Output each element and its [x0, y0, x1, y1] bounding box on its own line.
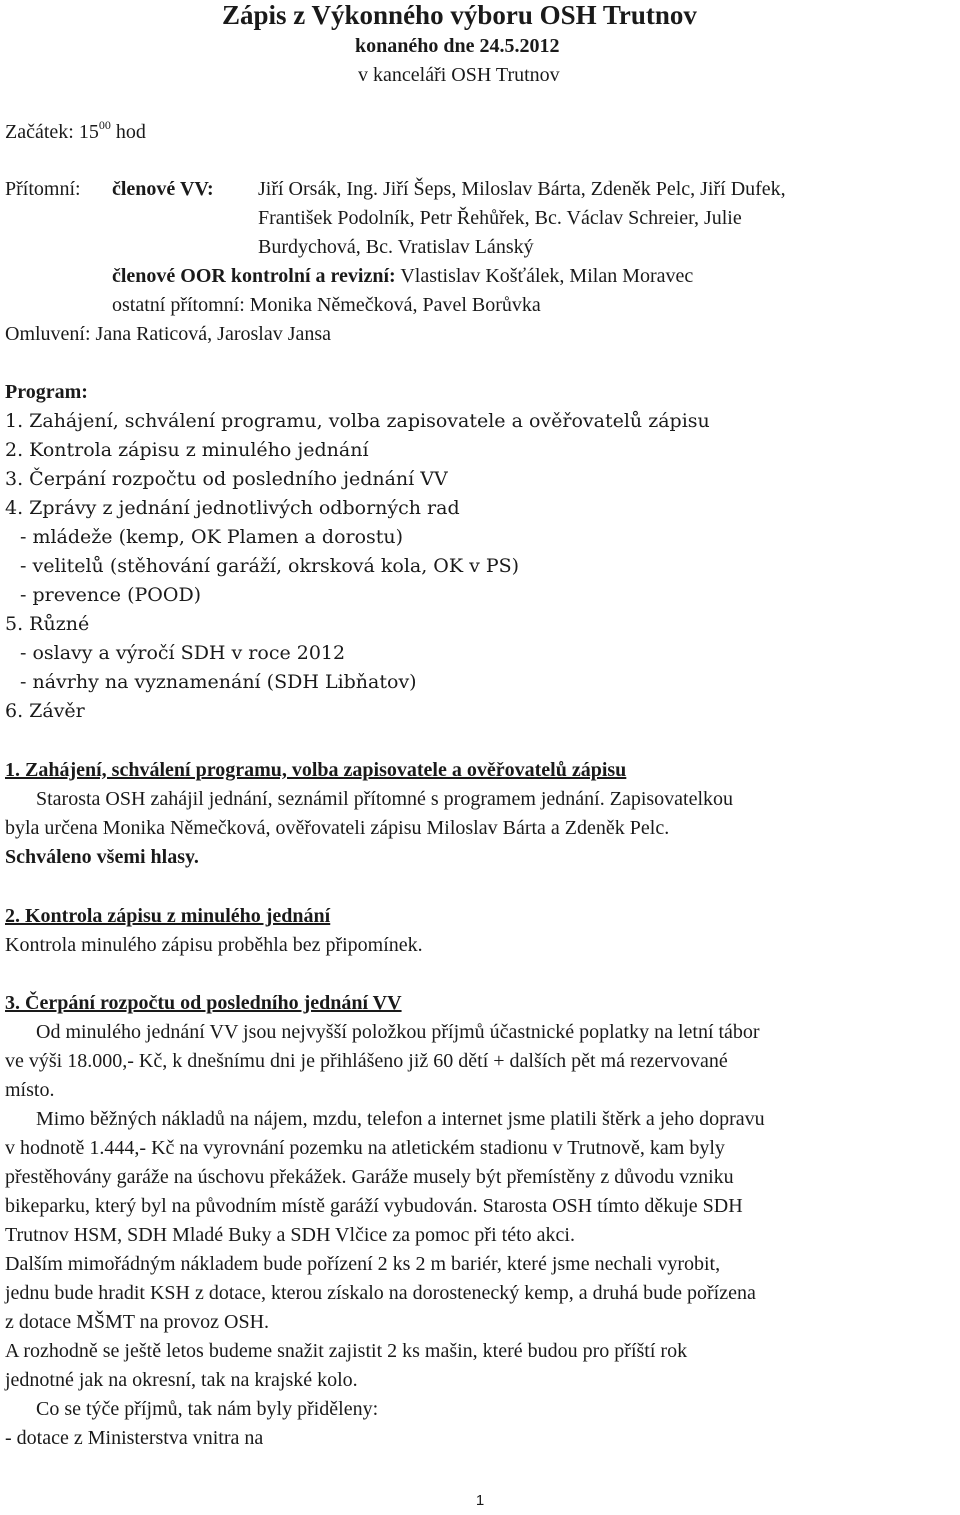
program-item: 4. Zprávy z jednání jednotlivých odborných rad [5, 497, 460, 519]
program-item: 5. Různé [5, 613, 90, 635]
paragraph-line: Mimo běžných nákladů na nájem, mzdu, telefon a internet jsme platili štěrk a jeho dopravu [36, 1108, 765, 1130]
paragraph-line: bikeparku, který byl na původním místě garáží vybudován. Starosta OSH tímto děkuje SDH [5, 1195, 743, 1217]
section-heading: 2. Kontrola zápisu z minulého jednání [5, 905, 331, 927]
members-line: Burdychová, Bc. Vratislav Lánský [258, 236, 534, 258]
page-number: 1 [475, 1492, 485, 1509]
present-label: Přítomní: [5, 178, 81, 200]
approval-note: Schváleno všemi hlasy. [5, 846, 199, 868]
program-subitem: - prevence (POOD) [20, 584, 202, 606]
paragraph-line: Co se týče příjmů, tak nám byly přiděleny: [36, 1398, 379, 1420]
paragraph-line: místo. [5, 1079, 55, 1101]
meeting-date: konaného dne 24.5.2012 [355, 35, 560, 57]
document-title: Zápis z Výkonného výboru OSH Trutnov [222, 0, 697, 30]
members-line: Jiří Orsák, Ing. Jiří Šeps, Miloslav Bárta, Zdeněk Pelc, Jiří Dufek, [258, 178, 786, 200]
program-item: 3. Čerpání rozpočtu od posledního jednání VV [5, 468, 448, 490]
paragraph-line: byla určena Monika Němečková, ověřovateli zápisu Miloslav Bárta a Zdeněk Pelc. [5, 817, 670, 839]
members-line: František Podolník, Petr Řehůřek, Bc. Václav Schreier, Julie [258, 207, 742, 229]
paragraph-line: jednotné jak na okresní, tak na krajské kolo. [5, 1369, 358, 1391]
paragraph-line: z dotace MŠMT na provoz OSH. [5, 1311, 270, 1333]
program-subitem: - návrhy na vyznamenání (SDH Libňatov) [20, 671, 417, 693]
program-item: 2. Kontrola zápisu z minulého jednání [5, 439, 369, 461]
program-subitem: - oslavy a výročí SDH v roce 2012 [20, 642, 346, 664]
paragraph-line: jednu bude hradit KSH z dotace, kterou získalo na dorostenecký kemp, a druhá bude pořízena [5, 1282, 756, 1304]
paragraph-line: Starosta OSH zahájil jednání, seznámil přítomné s programem jednání. Zapisovatelkou [36, 788, 734, 810]
program-label: Program: [5, 381, 88, 403]
start-time: Začátek: $15^{00}$ hod [5, 118, 146, 143]
paragraph-line: A rozhodně se ještě letos budeme snažit zajistit 2 ks mašin, které budou pro příští rok [5, 1340, 688, 1362]
program-subitem: - mládeže (kemp, OK Plamen a dorostu) [20, 526, 404, 548]
program-item: 6. Závěr [5, 700, 85, 722]
oor-members: členové OOR kontrolní a revizní: Vlastislav Košťálek, Milan Moravec [112, 265, 694, 287]
paragraph-line: přestěhovány garáže na úschovu překážek. Garáže musely být přemístěny z důvodu vzniku [5, 1166, 734, 1188]
program-item: 1. Zahájení, schválení programu, volba zapisovatele a ověřovatelů zápisu [5, 410, 710, 432]
members-label: členové VV: [112, 178, 214, 200]
paragraph-line: Kontrola minulého zápisu proběhla bez připomínek. [5, 934, 423, 956]
paragraph-line: - dotace z Ministerstva vnitra na [5, 1427, 264, 1449]
meeting-place: v kanceláři OSH Trutnov [358, 64, 560, 86]
section-heading: 1. Zahájení, schválení programu, volba zapisovatele a ověřovatelů zápisu [5, 759, 627, 781]
paragraph-line: Trutnov HSM, SDH Mladé Buky a SDH Vlčice za pomoc při této akci. [5, 1224, 575, 1246]
excused-attendees: Omluvení: Jana Raticová, Jaroslav Jansa [5, 323, 332, 345]
other-attendees: ostatní přítomní: Monika Němečková, Pavel Borůvka [112, 294, 541, 316]
paragraph-line: v hodnotě 1.444,- Kč na vyrovnání pozemku na atletickém stadionu v Trutnově, kam byly [5, 1137, 725, 1159]
paragraph-line: ve výši 18.000,- Kč, k dnešnímu dni je přihlášeno již 60 dětí + dalších pět má rezervované [5, 1050, 728, 1072]
paragraph-line: Dalším mimořádným nákladem bude pořízení 2 ks 2 m bariér, které jsme nechali vyrobit, [5, 1253, 721, 1275]
paragraph-line: Od minulého jednání VV jsou nejvyšší položkou příjmů účastnické poplatky na letní tábor [36, 1021, 760, 1043]
program-subitem: - velitelů (stěhování garáží, okrsková kola, OK v PS) [20, 555, 520, 577]
section-heading: 3. Čerpání rozpočtu od posledního jednání VV [5, 992, 402, 1014]
